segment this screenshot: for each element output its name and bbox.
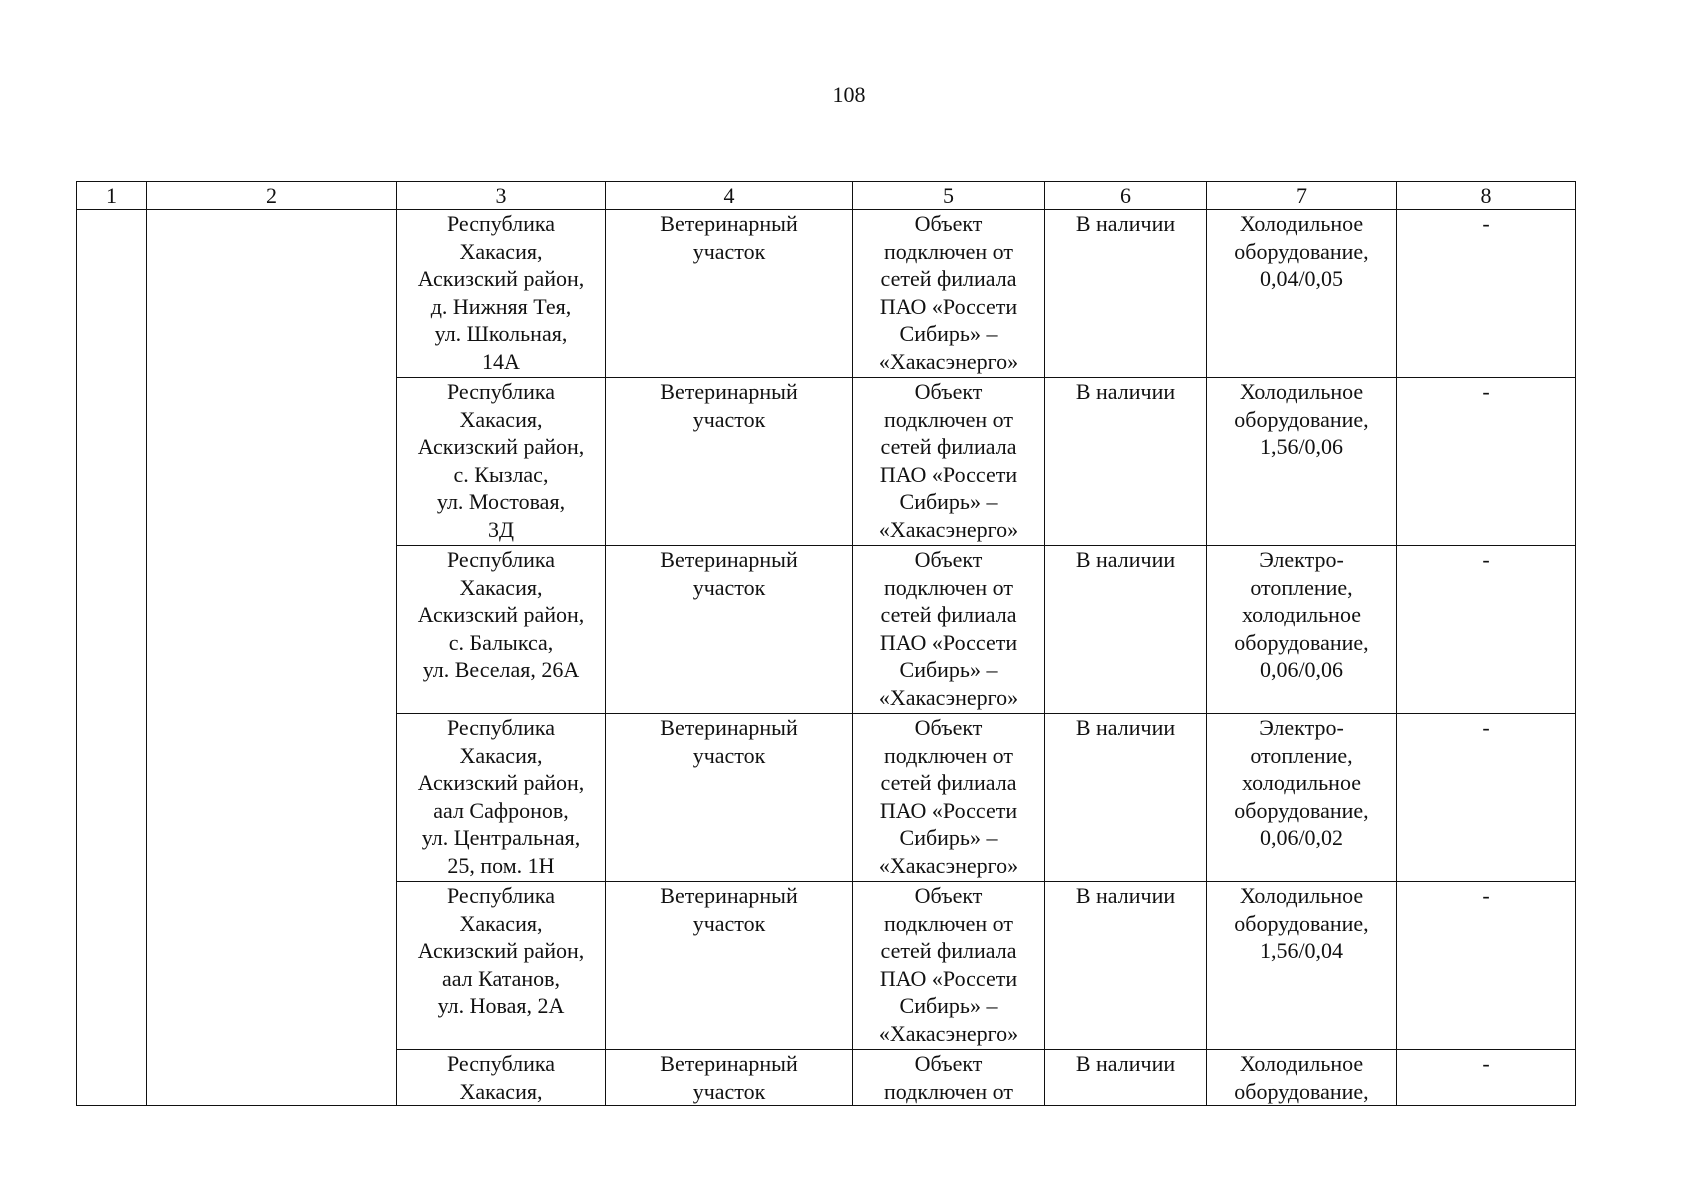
availability-cell: В наличии [1045,714,1207,882]
note-cell: - [1397,714,1576,882]
table-row [77,210,1576,378]
availability-cell: В наличии [1045,1050,1207,1106]
column-header-3: 3 [397,182,606,210]
column-header-4: 4 [606,182,853,210]
availability-cell: В наличии [1045,882,1207,1050]
connection-cell: Объект подключен от сетей филиала ПАО «Россети Сибирь» – «Хакасэнерго» [853,378,1045,546]
document-table [76,181,1576,1106]
header-row [77,182,1576,210]
equipment-cell: Холодильное оборудование, 1,56/0,04 [1207,882,1397,1050]
address-cell: Республика Хакасия, Аскизский район, с. Кызлас, ул. Мостовая, 3Д [397,378,606,546]
address-cell: Республика Хакасия, Аскизский район, аал Сафронов, ул. Центральная, 25, пом. 1Н [397,714,606,882]
connection-cell: Объект подключен от сетей филиала ПАО «Россети Сибирь» – «Хакасэнерго» [853,546,1045,714]
column-2-merged-cell [147,210,397,1106]
object-type-cell: Ветеринарный участок [606,378,853,546]
connection-cell: Объект подключен от сетей филиала ПАО «Россети Сибирь» – «Хакасэнерго» [853,882,1045,1050]
equipment-cell: Электро- отопление, холодильное оборудование, 0,06/0,02 [1207,714,1397,882]
object-type-cell: Ветеринарный участок [606,546,853,714]
address-cell: Республика Хакасия, Аскизский район, д. Нижняя Тея, ул. Школьная, 14А [397,210,606,378]
column-header-1: 1 [77,182,147,210]
equipment-cell: Холодильное оборудование, [1207,1050,1397,1106]
availability-cell: В наличии [1045,210,1207,378]
address-cell: Республика Хакасия, Аскизский район, с. Балыкса, ул. Веселая, 26А [397,546,606,714]
connection-cell: Объект подключен от сетей филиала ПАО «Россети Сибирь» – «Хакасэнерго» [853,714,1045,882]
connection-cell: Объект подключен от сетей филиала ПАО «Россети Сибирь» – «Хакасэнерго» [853,210,1045,378]
equipment-cell: Холодильное оборудование, 1,56/0,06 [1207,378,1397,546]
note-cell: - [1397,1050,1576,1106]
page-number: 108 [832,82,866,107]
object-type-cell: Ветеринарный участок [606,210,853,378]
note-cell: - [1397,882,1576,1050]
note-cell: - [1397,546,1576,714]
note-cell: - [1397,378,1576,546]
connection-cell: Объект подключен от [853,1050,1045,1106]
object-type-cell: Ветеринарный участок [606,1050,853,1106]
availability-cell: В наличии [1045,378,1207,546]
availability-cell: В наличии [1045,546,1207,714]
column-header-2: 2 [147,182,397,210]
column-1-merged-cell [77,210,147,1106]
equipment-cell: Электро- отопление, холодильное оборудование, 0,06/0,06 [1207,546,1397,714]
address-cell: Республика Хакасия, [397,1050,606,1106]
note-cell: - [1397,210,1576,378]
column-header-8: 8 [1397,182,1576,210]
column-header-6: 6 [1045,182,1207,210]
equipment-cell: Холодильное оборудование, 0,04/0,05 [1207,210,1397,378]
column-header-5: 5 [853,182,1045,210]
address-cell: Республика Хакасия, Аскизский район, аал Катанов, ул. Новая, 2А [397,882,606,1050]
column-header-7: 7 [1207,182,1397,210]
object-type-cell: Ветеринарный участок [606,882,853,1050]
object-type-cell: Ветеринарный участок [606,714,853,882]
